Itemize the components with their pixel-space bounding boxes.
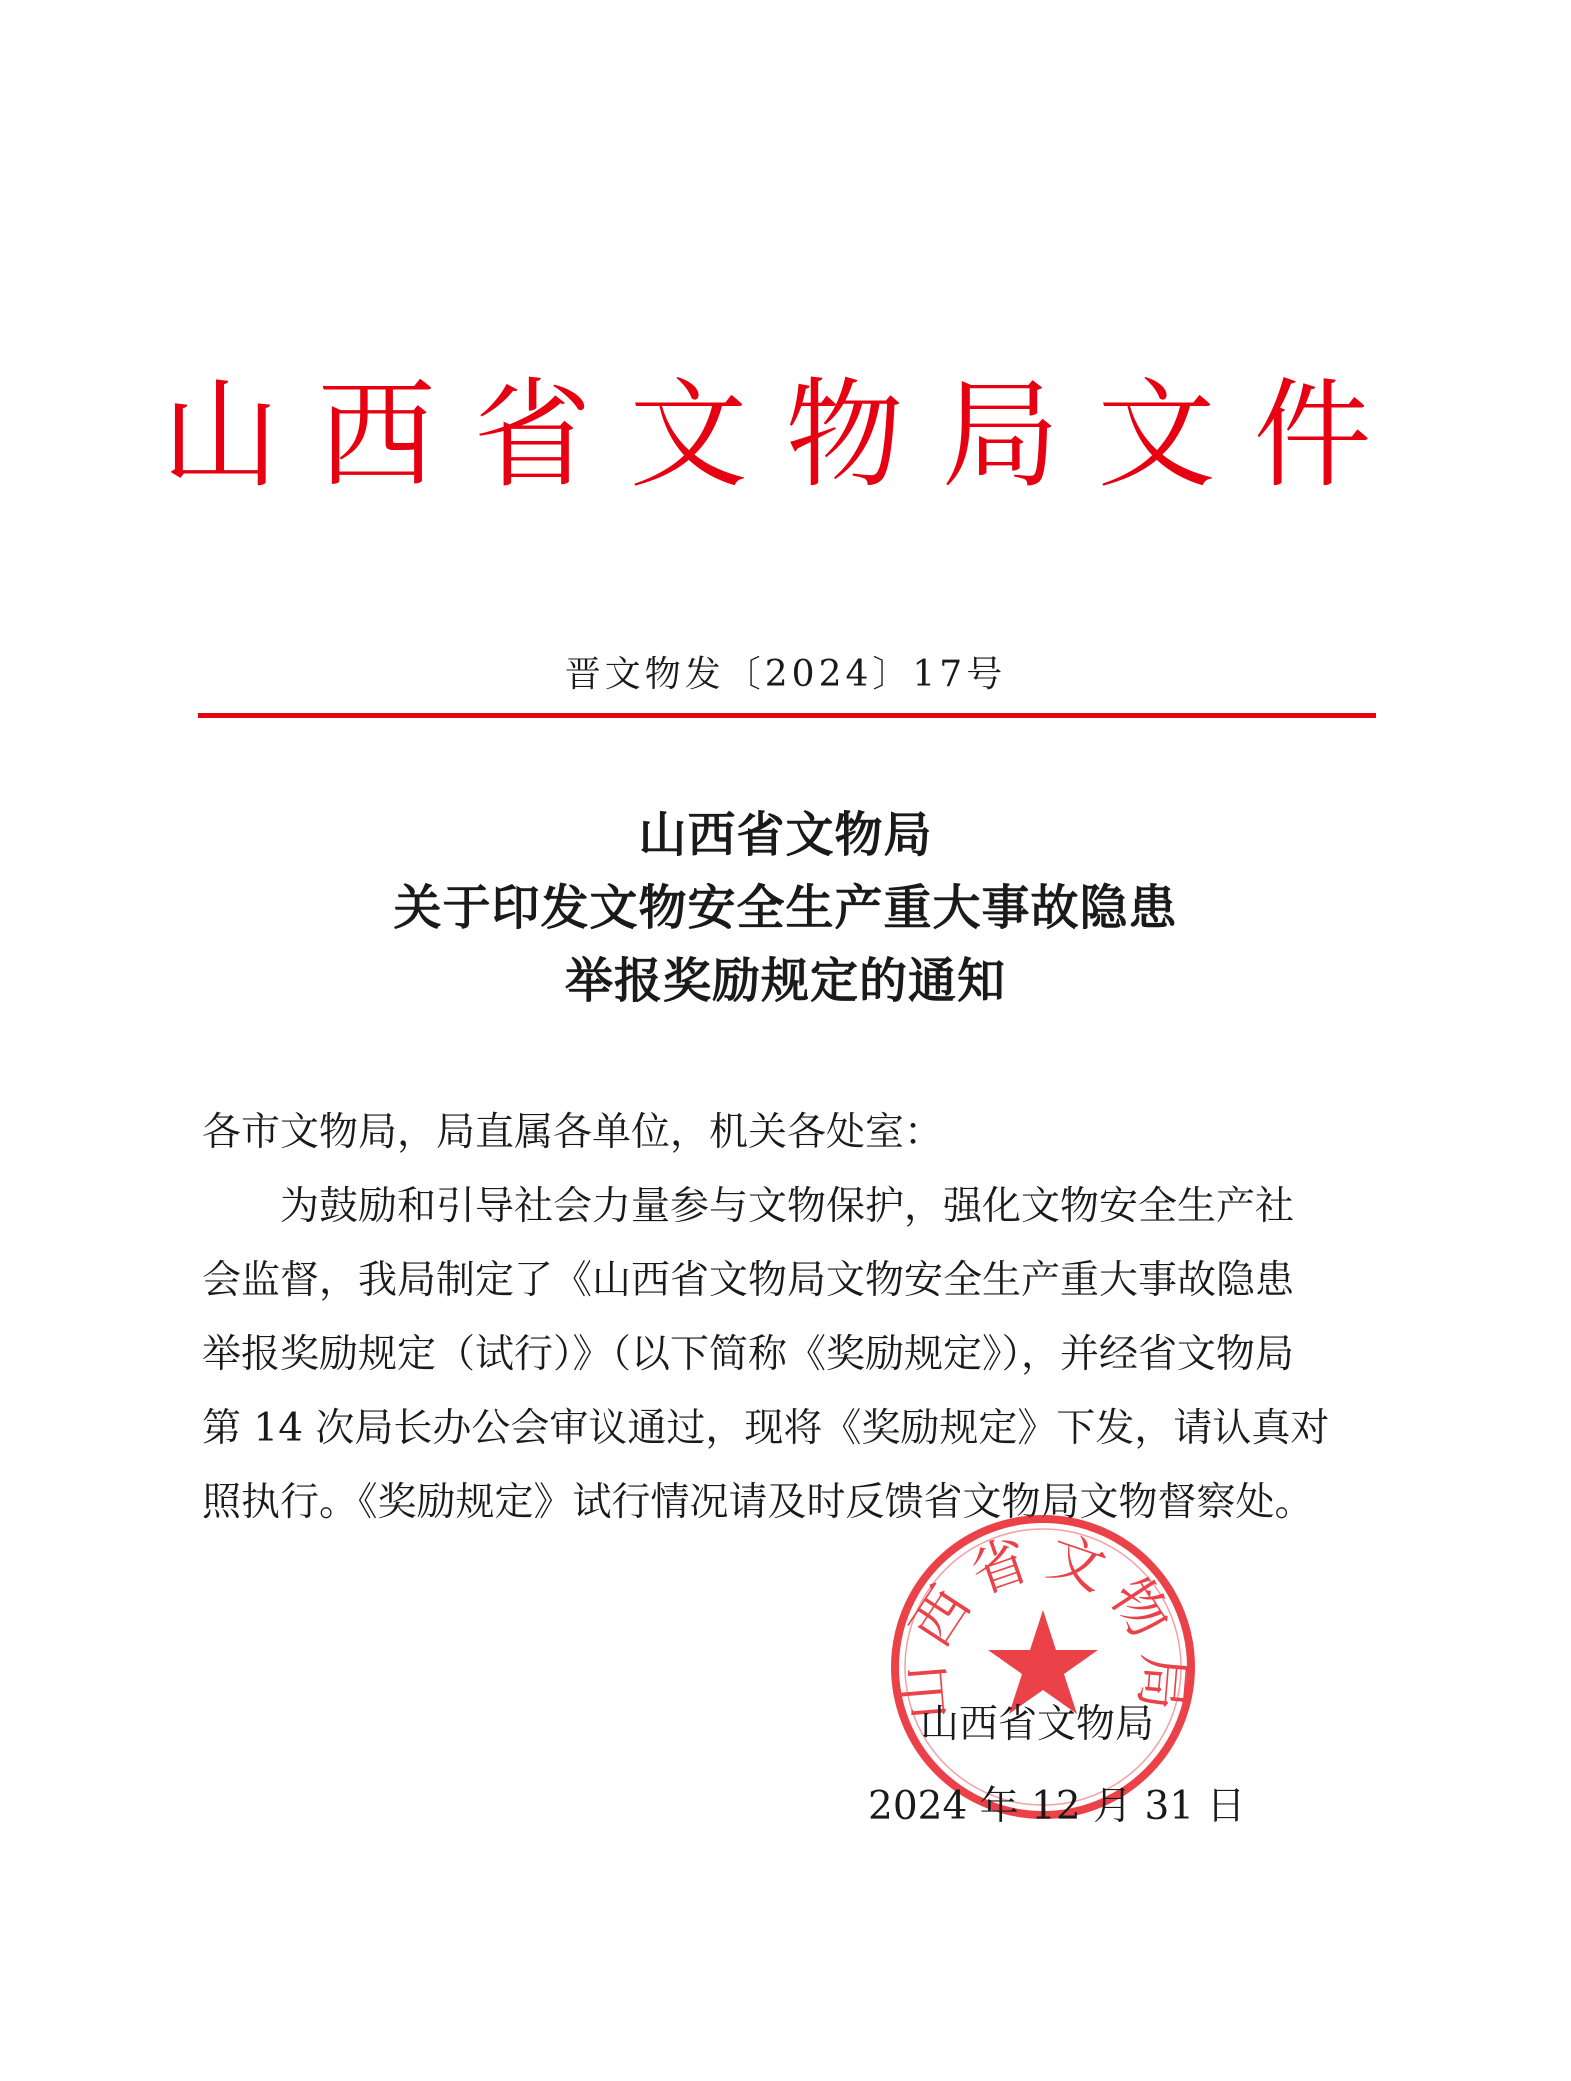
issuer-banner: 山西省文物局文件	[161, 366, 1410, 504]
title-line-1: 山西省文物局	[638, 807, 933, 863]
title-line-2: 关于印发文物安全生产重大事故隐患	[393, 880, 1178, 936]
red-divider-rule	[198, 713, 1376, 718]
body-line-3: 举报奖励规定（试行）》（以下简称《奖励规定》），并经省文物局	[202, 1332, 1295, 1377]
salutation: 各市文物局，局直属各单位，机关各处室：	[202, 1110, 944, 1155]
body-line-1: 为鼓励和引导社会力量参与文物保护，强化文物安全生产社	[280, 1184, 1295, 1229]
signature-date: 2024 年 12 月 31 日	[868, 1784, 1246, 1829]
svg-text:山西省文物局: 山西省文物局	[889, 1524, 1197, 1723]
document-number: 晋文物发〔2024〕17号	[564, 654, 1007, 695]
body-line-2: 会监督，我局制定了《山西省文物局文物安全生产重大事故隐患	[202, 1258, 1295, 1303]
official-seal-icon	[888, 1512, 1198, 1822]
body-line-4: 第 14 次局长办公会审议通过，现将《奖励规定》下发，请认真对	[202, 1406, 1330, 1451]
body-line-5: 照执行。《奖励规定》试行情况请及时反馈省文物局文物督察处。	[202, 1480, 1314, 1525]
title-line-3: 举报奖励规定的通知	[564, 953, 1006, 1009]
signature-organization: 山西省文物局	[920, 1702, 1155, 1747]
